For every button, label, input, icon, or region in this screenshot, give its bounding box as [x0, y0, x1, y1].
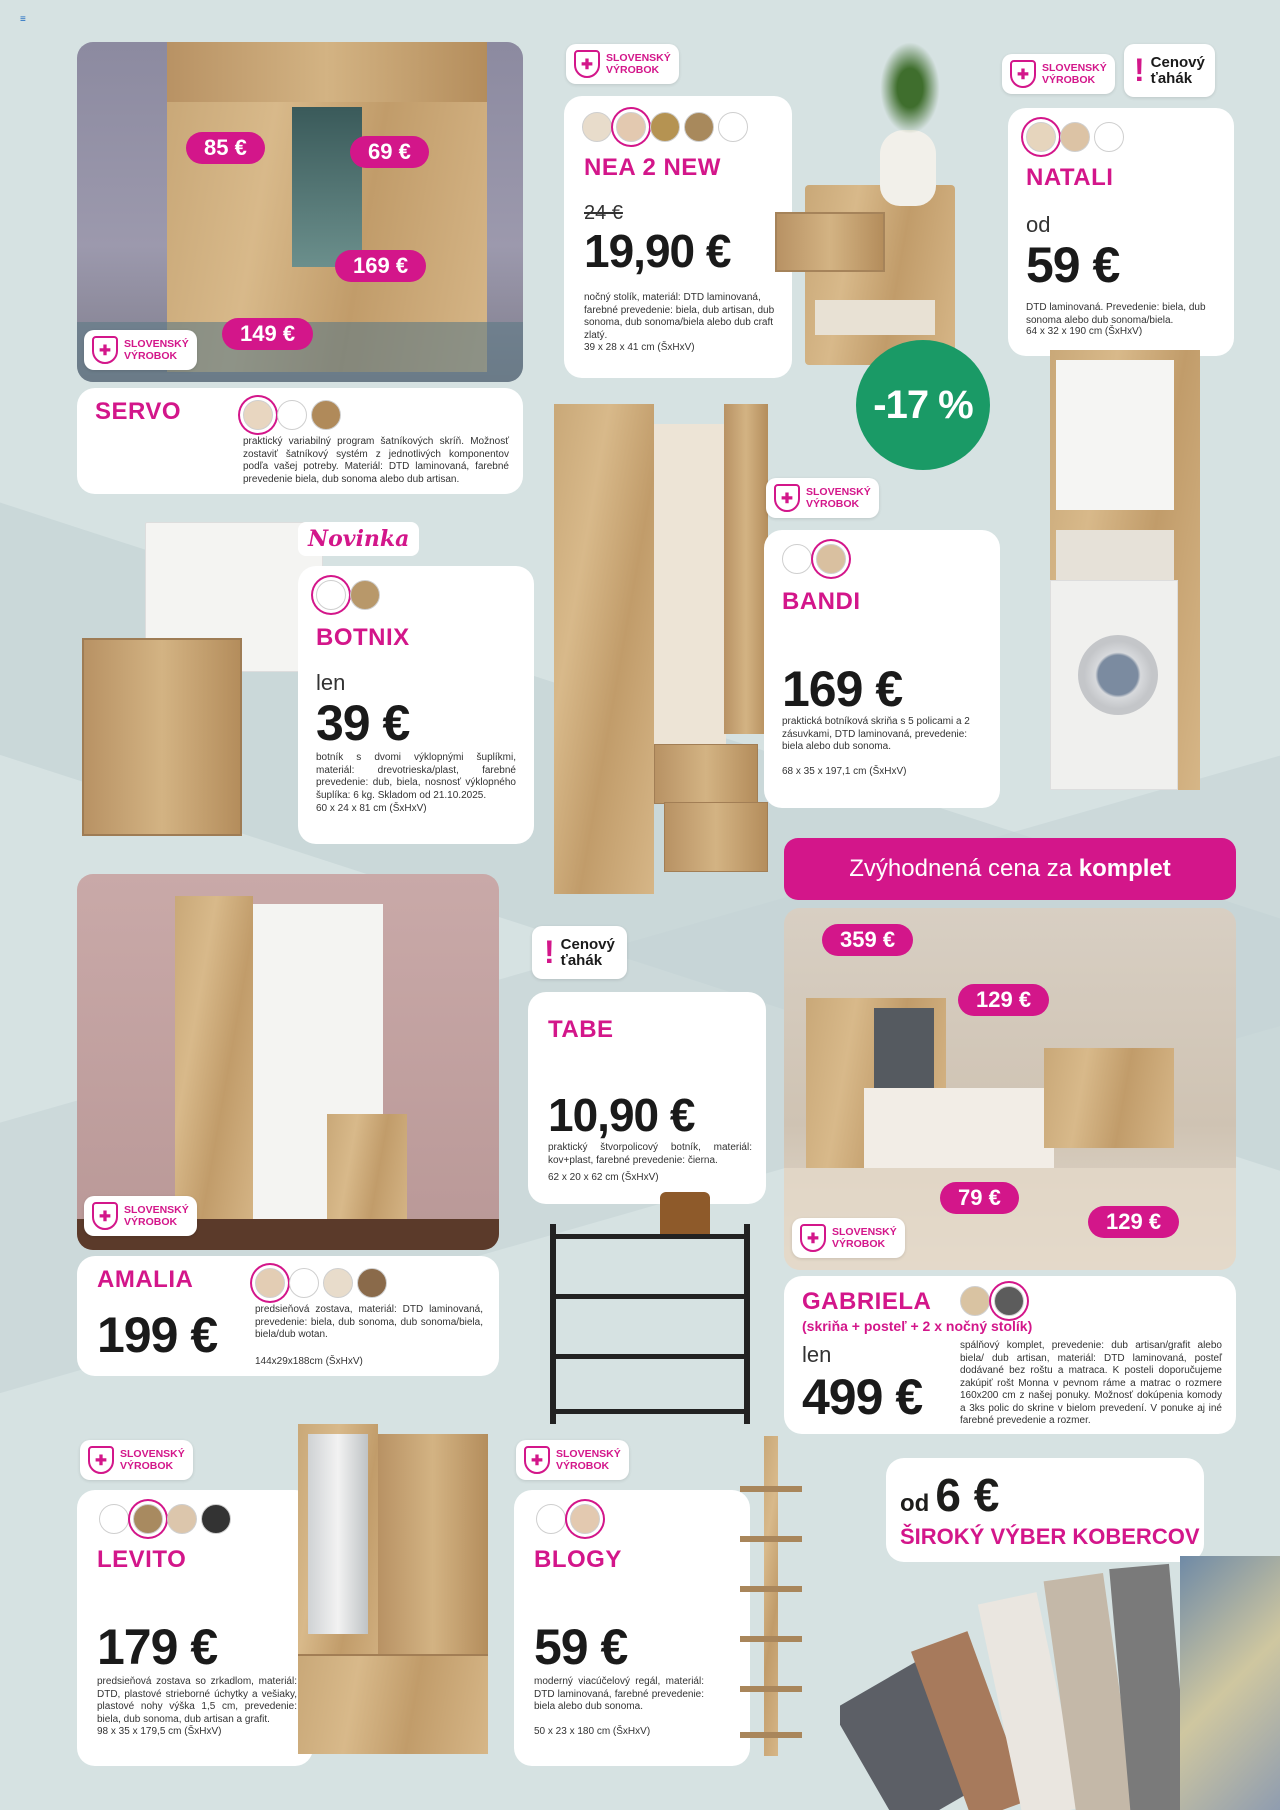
natali-desc: DTD laminovaná. Prevedenie: biela, dub sonoma alebo dub sonoma/biela. — [1026, 302, 1206, 326]
swatch[interactable] — [255, 1268, 285, 1298]
swatch[interactable] — [570, 1504, 600, 1534]
amalia-name: AMALIA — [97, 1266, 194, 1293]
levito-swatches[interactable] — [99, 1504, 231, 1534]
swatch[interactable] — [99, 1504, 129, 1534]
bandi-desc: praktická botníková skriňa s 5 policami a 2 zásuvkami, DTD laminovaná, prevedenie: biela alebo dub sonoma. — [782, 716, 970, 752]
servo-name: SERVO — [95, 398, 182, 425]
exclamation-icon: ! — [1134, 52, 1145, 88]
swatch[interactable] — [960, 1286, 990, 1316]
swatch[interactable] — [1026, 122, 1056, 152]
slovak-shield-icon: ✚ — [92, 1202, 118, 1230]
servo-price-tag-4: 149 € — [222, 318, 313, 350]
slovak-shield-icon: ✚ — [1010, 60, 1036, 88]
botnix-price: 39 € — [316, 695, 410, 751]
swatch[interactable] — [167, 1504, 197, 1534]
amalia-dims: 144x29x188cm (ŠxHxV) — [255, 1356, 363, 1367]
swatch[interactable] — [350, 580, 380, 610]
bandi-slovak-badge: ✚ SLOVENSKÝ VÝROBOK — [766, 478, 879, 518]
nea-card — [564, 96, 792, 378]
gabriela-price-tag-2: 129 € — [958, 984, 1049, 1016]
servo-price-tag-1: 85 € — [186, 132, 265, 164]
slovak-shield-icon: ✚ — [88, 1446, 114, 1474]
swatch[interactable] — [1060, 122, 1090, 152]
natali-card — [1008, 108, 1234, 356]
servo-swatches[interactable] — [243, 400, 341, 430]
botnix-len: len — [316, 670, 346, 695]
gabriela-price-tag-3: 79 € — [940, 1182, 1019, 1214]
nea-price: 19,90 € — [584, 225, 731, 277]
swatch[interactable] — [582, 112, 612, 142]
levito-dims: 98 x 35 x 179,5 cm (ŠxHxV) — [97, 1726, 222, 1737]
gabriela-subtitle: (skriňa + posteľ + 2 x nočný stolík) — [802, 1318, 1033, 1334]
amalia-card — [77, 1256, 499, 1376]
swatch[interactable] — [782, 544, 812, 574]
gabriela-price-tag-1: 359 € — [822, 924, 913, 956]
bandi-product-image — [554, 404, 768, 894]
slovak-shield-icon: ✚ — [574, 50, 600, 78]
tabe-price: 10,90 € — [548, 1089, 695, 1141]
natali-slovak-badge: ✚ SLOVENSKÝ VÝROBOK — [1002, 54, 1115, 94]
swatch[interactable] — [316, 580, 346, 610]
corner-mark: ≡ — [20, 14, 26, 25]
amalia-photo — [77, 874, 499, 1250]
tabe-desc: praktický štvorpolicový botník, materiál: kov+plast, farebné prevedenie: čierna. — [548, 1142, 752, 1166]
botnix-desc: botník s dvomi výklopnými šuplíkmi, materiál: drevotrieska/plast, farebné prevedenie: dub, biela, nosnosť výklopného šuplíka: 6 kg. Skladom od 21.10.2025. — [316, 752, 516, 801]
bandi-card — [764, 530, 1000, 808]
plant-image — [880, 42, 940, 134]
amalia-price: 199 € — [97, 1307, 218, 1363]
botnix-card — [298, 566, 534, 844]
blogy-card — [514, 1490, 750, 1766]
slovak-shield-icon: ✚ — [92, 336, 118, 364]
botnix-swatches[interactable] — [316, 580, 380, 610]
botnix-dims: 60 x 24 x 81 cm (ŠxHxV) — [316, 803, 427, 814]
swatch[interactable] — [201, 1504, 231, 1534]
slovak-shield-icon: ✚ — [800, 1224, 826, 1252]
carpets-image — [840, 1556, 1280, 1810]
natali-name: NATALI — [1026, 164, 1114, 191]
nea-name: NEA 2 NEW — [584, 154, 721, 181]
servo-price-tag-2: 69 € — [350, 136, 429, 168]
tabe-dims: 62 x 20 x 62 cm (ŠxHxV) — [548, 1172, 659, 1183]
gabriela-swatches[interactable] — [960, 1286, 1024, 1316]
levito-desc: predsieňová zostava so zrkadlom, materiál: DTD, plastové strieborné úchytky a vešiaky, plastové nohy výška 1,5 cm, prevedenie: biela, dub sonoma, dub artisan a grafit. — [97, 1676, 297, 1725]
levito-price: 179 € — [97, 1619, 218, 1675]
slovak-shield-icon: ✚ — [524, 1446, 550, 1474]
servo-slovak-badge: ✚ SLOVENSKÝ VÝROBOK — [84, 330, 197, 370]
gabriela-price: 499 € — [802, 1369, 923, 1425]
swatch[interactable] — [289, 1268, 319, 1298]
nea-old-price: 24 € — [584, 202, 623, 224]
amalia-swatches[interactable] — [255, 1268, 387, 1298]
natali-od: od — [1026, 212, 1051, 237]
swatch[interactable] — [323, 1268, 353, 1298]
servo-price-tag-3: 169 € — [335, 250, 426, 282]
servo-desc: praktický variabilný program šatníkových skríň. Možnosť zostaviť šatníkový systém z jednotlivých komponentov podľa vašej potreby. Materiál: DTD laminovaná, farebné prevedenie biela, dub sonoma alebo dub artisan. — [243, 436, 509, 485]
natali-dims: 64 x 32 x 190 cm (ŠxHxV) — [1026, 326, 1143, 337]
natali-product-image — [1050, 350, 1200, 790]
carpets-od: od — [900, 1490, 930, 1517]
carpets-price: 6 € — [935, 1469, 1000, 1521]
tabe-card — [528, 992, 766, 1204]
vase-image — [880, 130, 936, 206]
komplet-banner: Zvýhodnená cena za komplet — [784, 838, 1236, 900]
swatch[interactable] — [718, 112, 748, 142]
blogy-slovak-badge: ✚ SLOVENSKÝ VÝROBOK — [516, 1440, 629, 1480]
gabriela-card — [784, 1276, 1236, 1434]
swatch[interactable] — [684, 112, 714, 142]
servo-card — [77, 388, 523, 494]
bandi-swatches[interactable] — [782, 544, 846, 574]
swatch[interactable] — [277, 400, 307, 430]
natali-price: 59 € — [1026, 237, 1120, 293]
nea-dims: 39 x 28 x 41 cm (ŠxHxV) — [584, 342, 695, 353]
swatch[interactable] — [536, 1504, 566, 1534]
gabriela-desc: spálňový komplet, prevedenie: dub artisan/grafit alebo biela/ dub artisan, materiál: DTD laminovaná, posteľ dodávané bez roštu a matraca. K posteli doporučujeme zakúpiť rošt Monna v pevnom ráme a matrac o rozmere 160x200 cm z našej ponuky. Možnosť dokúpenia komody a 3ks polic do skrine v bielom prevedení. V ponuke aj iné farebné prevedenie a rozmer. — [960, 1340, 1222, 1426]
levito-card — [77, 1490, 313, 1766]
nea-swatches[interactable] — [582, 112, 748, 142]
swatch[interactable] — [616, 112, 646, 142]
slovak-shield-icon: ✚ — [774, 484, 800, 512]
gabriela-name: GABRIELA — [802, 1288, 932, 1315]
levito-name: LEVITO — [97, 1546, 187, 1573]
blogy-desc: moderný viacúčelový regál, materiál: DTD laminovaná, farebné prevedenie: biela alebo dub sonoma. — [534, 1676, 704, 1712]
carpets-title: ŠIROKÝ VÝBER KOBERCOV — [900, 1524, 1200, 1549]
blogy-product-image — [740, 1436, 802, 1756]
amalia-desc: predsieňová zostava, materiál: DTD laminovaná, prevedenie: biela, dub sonoma, dub sonoma/biela, biela/dub wotan. — [255, 1304, 483, 1340]
botnix-name: BOTNIX — [316, 624, 410, 651]
swatch[interactable] — [357, 1268, 387, 1298]
swatch[interactable] — [994, 1286, 1024, 1316]
swatch[interactable] — [133, 1504, 163, 1534]
bandi-name: BANDI — [782, 588, 861, 615]
amalia-slovak-badge: ✚ SLOVENSKÝ VÝROBOK — [84, 1196, 197, 1236]
swatch[interactable] — [311, 400, 341, 430]
natali-swatches[interactable] — [1026, 122, 1124, 152]
exclamation-icon: ! — [544, 934, 555, 970]
botnix-oak-image — [82, 638, 242, 836]
gabriela-slovak-badge: ✚ SLOVENSKÝ VÝROBOK — [792, 1218, 905, 1258]
natali-cenovy-badge: ! Cenový ťahák — [1124, 44, 1215, 97]
bandi-dims: 68 x 35 x 197,1 cm (ŠxHxV) — [782, 766, 907, 777]
levito-slovak-badge: ✚ SLOVENSKÝ VÝROBOK — [80, 1440, 193, 1480]
blogy-dims: 50 x 23 x 180 cm (ŠxHxV) — [534, 1726, 651, 1737]
tabe-product-image — [550, 1214, 750, 1432]
swatch[interactable] — [650, 112, 680, 142]
tabe-name: TABE — [548, 1016, 614, 1043]
swatch[interactable] — [1094, 122, 1124, 152]
tabe-cenovy-badge: ! Cenový ťahák — [532, 926, 627, 979]
blogy-price: 59 € — [534, 1619, 628, 1675]
swatch[interactable] — [816, 544, 846, 574]
nea-slovak-badge: ✚ SLOVENSKÝ VÝROBOK — [566, 44, 679, 84]
blogy-swatches[interactable] — [536, 1504, 600, 1534]
gabriela-len: len — [802, 1342, 832, 1367]
levito-product-image — [298, 1424, 488, 1754]
gabriela-price-tag-4: 129 € — [1088, 1206, 1179, 1238]
swatch[interactable] — [243, 400, 273, 430]
bandi-price: 169 € — [782, 661, 903, 717]
nea-discount-badge: -17 % — [856, 340, 990, 470]
botnix-novinka-badge: Novinka — [298, 522, 419, 556]
nea-desc: nočný stolík, materiál: DTD laminovaná, farebné prevedenie: biela, dub artisan, dub sonoma, dub sonoma/biela alebo dub craft zlatý. — [584, 292, 775, 341]
carpets-card — [886, 1458, 1204, 1562]
blogy-name: BLOGY — [534, 1546, 622, 1573]
